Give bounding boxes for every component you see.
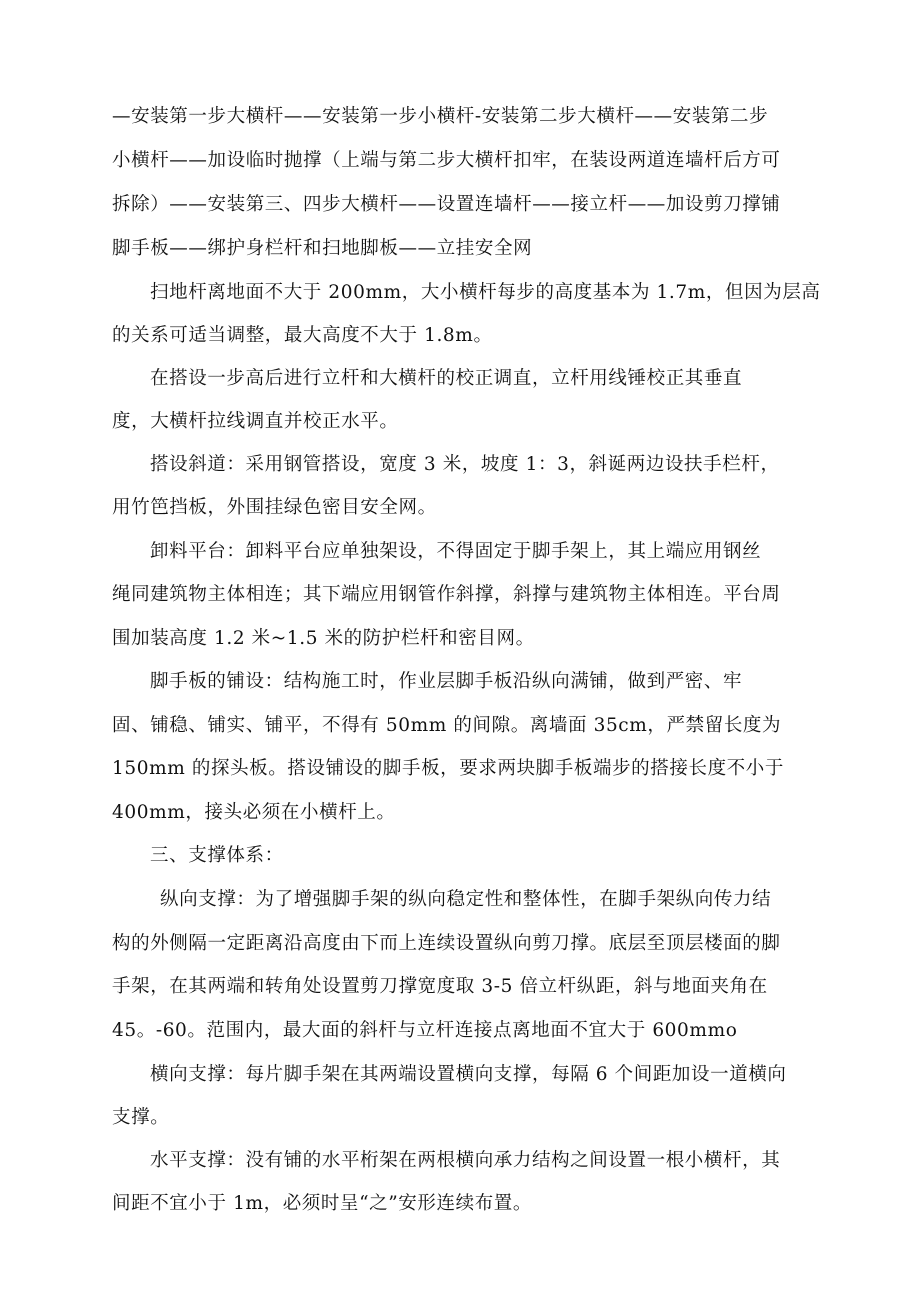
text-line: 小横杆——加设临时抛撑（上端与第二步大横杆扣牢，在装设两道连墙杆后方可 [112, 150, 781, 171]
text-line: 搭设斜道：采用钢管搭设，宽度 3 米，坡度 1：3，斜诞两边设扶手栏杆， [150, 454, 780, 475]
text-line: 45。-60。范围内，最大面的斜杆与立杆连接点离地面不宜大于 600mmo [112, 1020, 738, 1041]
text-line: 度，大横杆拉线调直并校正水平。 [112, 411, 399, 432]
text-line: —安装第一步大横杆——安装第一步小横杆-安装第二步大横杆——安装第二步 [112, 106, 769, 127]
text-line: 间距不宜小于 1m，必须时呈“之”安形连续布置。 [112, 1193, 533, 1214]
text-line: 脚手板的铺设：结构施工时，作业层脚手板沿纵向满铺，做到严密、牢 [150, 671, 743, 692]
text-line: 围加装高度 1.2 米~1.5 米的防护栏杆和密目网。 [112, 628, 535, 649]
text-line: 卸料平台：卸料平台应单独架设，不得固定于脚手架上，其上端应用钢丝 [150, 541, 762, 562]
text-line: 扫地杆离地面不大于 200mm，大小横杆每步的高度基本为 1.7m，但因为层高 [150, 282, 821, 303]
text-line: 纵向支撑：为了增强脚手架的纵向稳定性和整体性，在脚手架纵向传力结 [160, 889, 772, 910]
text-line: 用竹笆挡板，外围挂绿色密目安全网。 [112, 497, 437, 518]
text-line: 400mm，接头必须在小横杆上。 [112, 802, 396, 823]
text-line: 支撑。 [112, 1107, 170, 1128]
text-line: 在搭设一步高后进行立杆和大横杆的校正调直，立杆用线锤校正其垂直 [150, 368, 743, 389]
text-line: 绳同建筑物主体相连；其下端应用钢管作斜撑，斜撑与建筑物主体相连。平台周 [112, 584, 781, 605]
text-line: 水平支撑：没有铺的水平桁架在两根横向承力结构之间设置一根小横杆，其 [150, 1150, 781, 1171]
text-line: 拆除）——安装第三、四步大横杆——设置连墙杆——接立杆——加设剪刀撑铺 [112, 194, 781, 215]
text-line: 的关系可适当调整，最大高度不大于 1.8m。 [112, 325, 493, 346]
text-line: 固、铺稳、铺实、铺平，不得有 50mm 的间隙。离墙面 35cm，严禁留长度为 [112, 715, 782, 736]
text-line: 构的外侧隔一定距离沿高度由下而上连续设置纵向剪刀撑。底层至顶层楼面的脚 [112, 933, 781, 954]
section-heading: 三、支撑体系： [150, 845, 284, 866]
text-line: 脚手板——绑护身栏杆和扫地脚板——立挂安全网 [112, 238, 533, 259]
text-line: 手架，在其两端和转角处设置剪刀撑宽度取 3-5 倍立杆纵距，斜与地面夹角在 [112, 976, 768, 997]
text-line: 横向支撑：每片脚手架在其两端设置横向支撑，每隔 6 个间距加设一道横向 [150, 1064, 787, 1085]
text-line: 150mm 的探头板。搭设铺设的脚手板，要求两块脚手板端步的搭接长度不小于 [112, 758, 784, 779]
